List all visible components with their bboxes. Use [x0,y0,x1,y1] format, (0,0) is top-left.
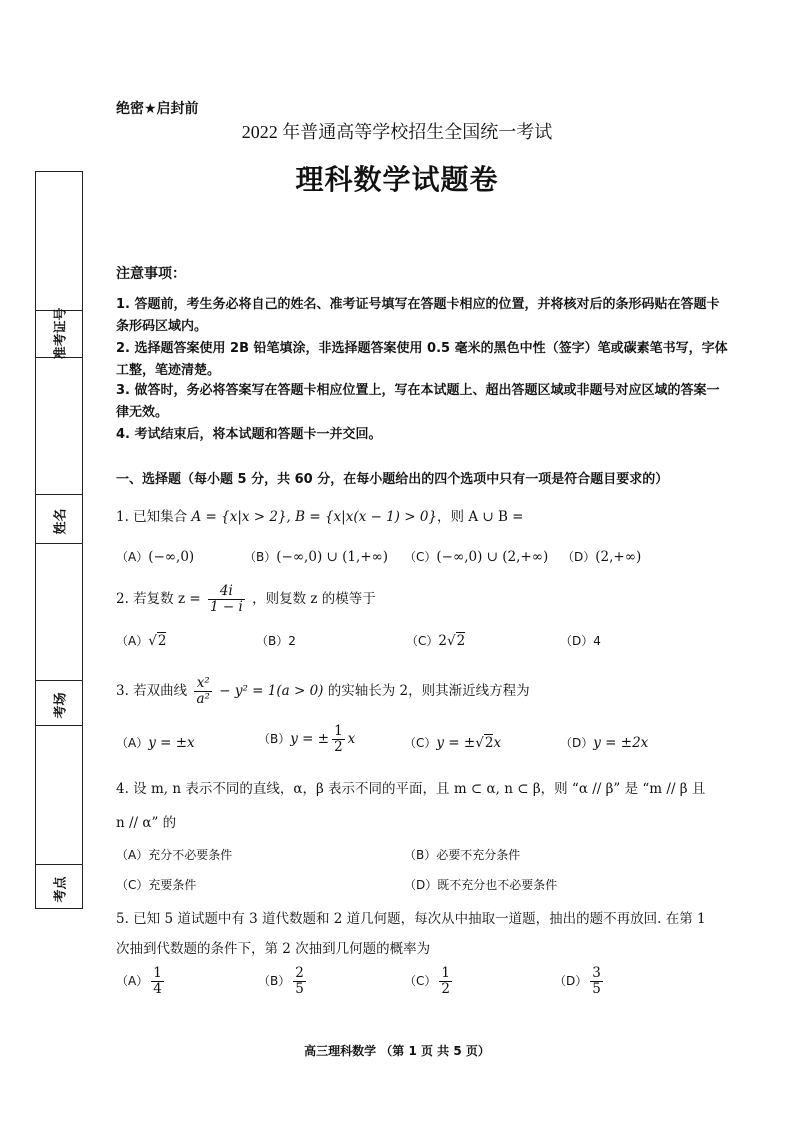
fraction: $\frac{1}{2}$ [441,965,450,997]
question-3-option-b: （B）y = ± $\frac{1}{2}$ x [258,723,356,755]
question-2-option-a: （A）√2 [116,633,167,649]
question-5-option-c: （C） $\frac{1}{2}$ [404,965,450,997]
question-3-stem: 3. 若双曲线 $\frac{\text{x²}}{\text{a²}}$ − y² = 1(a > 0) 的实轴长为 2，则其渐近线方程为 [116,675,530,707]
question-4-stem-line-1: 4. 设 m, n 表示不同的直线，α，β 表示不同的平面，且 m ⊂ α, n ⊂ β，则 “α // β” 是 “m // β 且 [116,781,706,797]
question-4-option-b: （B）必要不充分条件 [404,848,521,862]
strip-label-admission-number: 准考证号 [53,307,69,360]
question-1-option-c: （C）(−∞,0) ∪ (2,+∞) [404,549,549,565]
fraction: $\frac{4i}{1 - i}$ [209,583,243,615]
fraction: $\frac{3}{5}$ [592,965,601,997]
question-2-option-d: （D）4 [560,634,601,648]
question-1-option-d: （D）(2,+∞) [562,549,642,565]
section-title: 一、选择题（每小题 5 分，共 60 分，在每小题给出的四个选项中只有一项是符合题目要求的） [116,472,669,487]
fraction: $\frac{1}{2}$ [334,723,343,755]
strip-divider [36,864,82,865]
fraction: $\frac{1}{4}$ [153,965,162,997]
strip-label-exam-site: 考点 [53,876,69,903]
question-1-option-b: （B）(−∞,0) ∪ (1,+∞) [244,549,389,565]
note-item: 4. 考试结束后，将本试题和答题卡一并交回。 [116,427,382,442]
notes-heading: 注意事项： [116,266,186,282]
page-footer: 高三理科数学 （第 1 页 共 5 页） [304,1044,490,1058]
fraction: $\frac{\text{x²}}{\text{a²}}$ [196,675,210,707]
strip-label-exam-room: 考场 [53,692,69,719]
note-item: 1. 答题前，考生务必将自己的姓名、准考证号填写在答题卡相应的位置，并将核对后的条形码贴在答题卡条形码区域内。 [116,297,720,334]
paper-title: 理科数学试题卷 [295,163,499,196]
strip-divider [36,680,82,681]
strip-label-name: 姓名 [53,508,69,535]
note-item: 2. 选择题答案使用 2B 铅笔填涂，非选择题答案使用 0.5 毫米的黑色中性（签字）笔或碳素笔书写，字体工整，笔迹清楚。 [116,341,728,378]
question-5-option-a: （A） $\frac{1}{4}$ [116,965,162,997]
question-5-option-b: （B） $\frac{2}{5}$ [258,965,304,997]
question-4-option-c: （C）充要条件 [116,878,197,892]
confidential-mark: 绝密★启封前 [116,101,199,117]
question-3-option-c: （C）y = ±√2x [404,735,502,751]
note-item: 3. 做答时，务必将答案写在答题卡相应位置上，写在本试题上、超出答题区域或非题号对应区域的答案一律无效。 [116,383,720,420]
question-2-option-b: （B）2 [256,634,296,648]
question-4-option-d: （D）既不充分也不必要条件 [404,878,558,892]
question-1-option-a: （A）(−∞,0) [116,549,195,565]
question-2-option-c: （C）2√2 [406,633,466,649]
question-5-option-d: （D） $\frac{3}{5}$ [554,965,601,997]
question-5-stem-line-2: 次抽到代数题的条件下，第 2 次抽到几何题的概率为 [116,941,431,957]
question-1-stem: 1. 已知集合 A = {x|x > 2}, B = {x|x(x − 1) > 0}，则 A ∪ B = [116,509,524,525]
strip-divider [36,494,82,495]
fraction: $\frac{2}{5}$ [295,965,304,997]
question-5-stem-line-1: 5. 已知 5 道试题中有 3 道代数题和 2 道几何题，每次从中抽取一道题，抽出的题不再放回. 在第 1 [116,911,706,927]
question-3-option-d: （D）y = ±2x [560,735,649,751]
exam-title: 2022 年普通高等学校招生全国统一考试 [241,122,553,142]
question-4-stem-line-2: n // α” 的 [116,815,177,831]
binding-strip [35,171,83,909]
question-3-option-a: （A）y = ±x [116,735,195,751]
question-2-stem: 2. 若复数 z = $\frac{4i}{1 - i}$ ，则复数 z 的模等于 [116,583,376,615]
question-4-option-a: （A）充分不必要条件 [116,848,233,862]
